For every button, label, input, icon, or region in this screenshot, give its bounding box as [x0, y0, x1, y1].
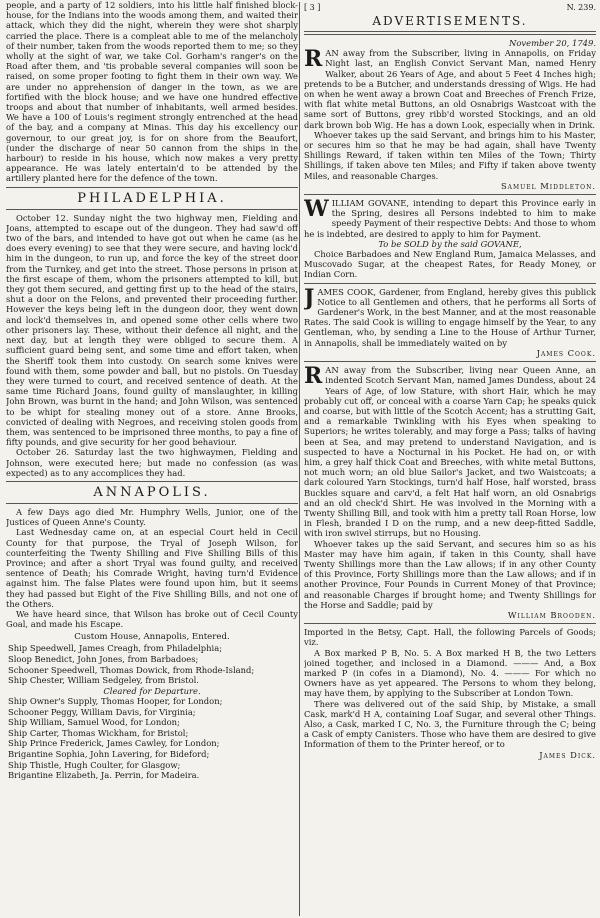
ad1-dateline: November 20, 1749.	[509, 38, 596, 48]
ad5-signature: William Brooden.	[507, 609, 596, 620]
ad1-runaway	[304, 48, 596, 130]
ad3-heading: To be SOLD by the said GOVANE,	[378, 238, 522, 249]
ship-entry: Ship William, Samuel Wood, for London;	[8, 717, 180, 728]
column-divider	[299, 2, 300, 916]
ship-entry: Sloop Benedict, John Jones, from Barbadoes;	[8, 653, 199, 664]
ship-entry: Ship Owner's Supply, Thomas Hooper, for London;	[8, 695, 223, 706]
annapolis-report-1: A few Days ago died Mr. Humphry Wells, Junior, one of the Justices of Queen Anne's County.	[6, 506, 298, 528]
ad-divider	[304, 194, 596, 195]
ad6-signature: James Dick.	[539, 749, 596, 760]
ad2-govane	[304, 198, 596, 239]
ad-divider	[304, 361, 596, 362]
ad5-reward: Whoever takes up the said Servant, and secures him so as his Master may have him again, if taken in this County, shall have Twenty Shillings more than the Law allows; if in any other County of this Province, Forty Shillings more than the Law allows; and if in another Province, Four Pounds in Current Money of that Province; and reasonable Charges if brought home; and Twenty Shillings for the Horse and Saddle; paid by	[304, 538, 596, 610]
ship-entry: Ship Prince Frederick, James Cawley, for London;	[8, 738, 220, 749]
ad2-initial: W	[304, 196, 329, 223]
ship-entry: Schooner Speedwell, Thomas Dowick, from Rhode-Island;	[8, 664, 255, 675]
title-divider	[304, 31, 596, 35]
ship-entry: Ship Thistle, Hugh Coulter, for Glasgow;	[8, 759, 181, 770]
ad3-text: Choice Barbadoes and New England Rum, Jamaica Melasses, and Muscovado Sugar, at the cheapest Rates, for Ready Money, or Indian Corn.	[304, 249, 596, 280]
ad4-initial: J	[304, 284, 315, 311]
ad6-imported: Imported in the Betsy, Capt. Hall, the following Parcels of Goods; viz.	[304, 627, 596, 648]
ad1-reward: Whoever takes up the said Servant, and brings him to his Master, or secures him so that he may be had again, shall have Twenty Shillings Reward, if taken within ten Miles of the Town; Thirty Shillings, if taken above ten Miles; and Fifty if taken above twenty Miles, and reasonable Charges.	[304, 129, 596, 181]
ad5-initial: R	[304, 363, 323, 390]
ad4-signature: James Cook.	[536, 347, 596, 358]
entered-ships-list	[6, 643, 298, 685]
annapolis-report-3: We have heard since, that Wilson has broke out of Cecil County Goal, and made his Escape.	[6, 608, 298, 630]
ad-divider	[304, 623, 596, 624]
cleared-ships-list	[6, 696, 298, 781]
annapolis-report-2: Last Wednesday came on, at an especial Court held in Cecil County for that purpose, the Tryal of Joseph Wilson, for counterfeiting the Twenty Shilling and Five Shilling Bills of this Province; and after a short Tryal was found guilty, and received sentence of Death; his Comrade Wright, having turn'd Evidence against him. The false Plates were found upon him, but it seems they had passed but Eight of the Five Shilling Bills, and not one of the Others.	[6, 527, 298, 609]
philadelphia-report-2: October 26. Saturday last the two highwaymen, Fielding and Johnson, were executed here; but made no confession (as was expected) as to any accomplices they had.	[6, 447, 298, 478]
ship-entry: Brigantine Elizabeth, Ja. Perrin, for Madeira.	[8, 770, 200, 781]
ad1-signature: Samuel Middleton.	[500, 180, 596, 191]
ship-entry: Ship Carter, Thomas Wickham, for Bristol;	[8, 727, 189, 738]
masthead-page: [ 3 ]	[304, 3, 321, 12]
section-divider	[6, 209, 298, 210]
annapolis-heading: ANNAPOLIS.	[93, 484, 211, 500]
ad4-cook	[304, 284, 596, 348]
ad5-runaway	[304, 365, 596, 538]
ad6-casks: There was delivered out of the said Ship, by Mistake, a small Cask, mark'd H A, containing Loaf Sugar, and several other Things. Also, a Cask, marked I C, No. 3, the Furniture through the C; being a Cask of empty Canisters. Those who have them are desired to give Information of them to the Printer hereof, or to	[304, 698, 596, 750]
ad-divider	[304, 283, 596, 284]
ad6-boxes: A Box marked P B, No. 5. A Box marked H B, the two Letters joined together, and inclosed in a Diamond. ——— And, a Box marked P (in cofes in a Diamond), No. 4. ——— For which no Owners have as yet appeared. The Persons to whom they belong, may have them, by applying to the Subscriber at London Town.	[304, 647, 596, 699]
cleared-heading: Cleared for Departure.	[103, 685, 201, 696]
ad2-text: ILLIAM GOVANE, intending to depart this Province early in the Spring, desires all Persons indebted to him to make speedy Payment of their respective Debts: And those to whom he is indebted, are desired to apply to him for Payment.	[304, 198, 596, 239]
ship-entry: Ship Chester, William Sedgeley, from Bristol.	[8, 675, 199, 686]
philadelphia-report-1: October 12. Sunday night the two highway men, Fielding and Joans, attempted to escape out of the dungeon. They had saw'd off two of the bars, and intended to have got out when he came (as he does every evening) to see that they were secure, and having lock'd him in the dungeon, to run up, and force the key of the street door from the Turnkey, and get into the street. Those persons in prison at the first escape of them, whom the prisoners attempted to kill, but they got them secured, and getting first up to the head of the stairs, shut a door on the Felons, and prevented their proceeding further. However the keys being left in the dungeon door, they went down and lock'd themselves in, and opened some other cells where two other prisoners lay. These, without their defence all night, and the next day, but at length they were obliged to secure them. A sufficient guard being sent, and some time and effort taken, when the Sheriff took them into custody. On search some knives were found with them, some powder and ball, but no pistols. On Tuesday they were turned to court, and received sentence of death. At the same time Richard Joans, found guilty of manslaughter, in killing John Brown, was burnt in the hand; and John Wilson, was sentenced to be whipt for stealing money out of a store. Anne Brooks, convicted of dealing with Negroes, and receiving stolen goods from them, was sentenced to be imprisoned three months, to pay a fine of fifty pounds, and give security for her good behaviour.	[6, 212, 298, 448]
right-column	[304, 0, 596, 918]
ship-entry: Ship Speedwell, James Creagh, from Philadelphia;	[8, 643, 223, 654]
left-column	[6, 0, 298, 918]
ad4-text: AMES COOK, Gardener, from England, hereby gives this publick Notice to all Gentlemen and others, that he performs all Sorts of Gardener's Work, in the best Manner, and at the most reasonable Rates. The said Cook is willing to engage himself by the Year, to any Gentleman, who, by sending a Line to the House of Arthur Turner, in Annapolis, shall be immediately waited on by	[304, 286, 596, 348]
ad1-text: AN away from the Subscriber, living in Annapolis, on Friday Night last, an English Convict Servant Man, named Henry Walker, about 26 Years of Age, and about 5 Feet 4 Inches high; pretends to be a Butcher, and understands dressing of Wigs. He had on when he went away a brown Coat and Breeches of French Frize, with flat white metal Buttons, an old Osnabrigs Wastcoat with the same sort of Buttons, grey ribb'd worsted Stockings, and an old dark brown bob Wig. He has a down Look, especially when in Drink.	[304, 48, 596, 130]
masthead-issue: N. 239.	[566, 3, 596, 12]
advertisements-title: ADVERTISEMENTS.	[372, 14, 528, 28]
ship-entry: Schooner Peggy, William Davis, for Virginia;	[8, 706, 196, 717]
ship-entry: Brigantine Sophia, John Lavering, for Bideford;	[8, 748, 210, 759]
section-divider	[6, 503, 298, 504]
philadelphia-heading: PHILADELPHIA.	[77, 190, 227, 206]
custom-house-heading: Custom House, Annapolis, Entered.	[74, 632, 230, 643]
ad5-text: AN away from the Subscriber, living near Queen Anne, an indented Scotch Servant Man, named James Dundess, about 24 Years of Age, of low Stature, with short Hair, which he may probably cut off, or conceal with a coarse Yarn Cap; he speaks quick and coarse, but with little of the Scotch Accent; has a strutting Gait, and a remarkable Twinkling with his Eyes when speaking to Superiors; he writes tolerably, and may forge a Pass; talks of having been at Sea, and may pretend to understand Navigation, and is suspected to have a Nocturnal in his Pocket. He had on, or with him, a grey half thick Coat and Breeches, with white metal Buttons, not much worn; an old blue Sailor's Jacket, and two Waistcoats; a dark coloured Yarn Stockings, turn'd half Hose, half worsted, brass Buckles square and carv'd, a felt Hat half worn, an old Osnabrigs and an old check'd Shirt. He was involved in the Morning with a Twenty Shilling Bill, and took with him a pretty tall Roan Horse, low in Flesh, branded I D on the rump, and a new deep-fitted Saddle, with iron swivel stirrups, but no Housing.	[304, 365, 596, 539]
opening-paragraph: people, and a party of 12 soldiers, into his little half finished block-house, for the Indians into the woods among them, and waited their attack, which they did the night, wherein they were shot sharply carried the place. There is a compleat able to me of the melancholy of their number, taken from the woods reported them to me; so they wholly at the sight of war, we take Col. Gorham's ranger's on the Road after them, and 'tis probable several companies will soon be raised, on some proper footing to fight them in their own way. We are under no apprehension of danger in the town, as we are fortified with the block house; and we have one hundred effective troops and about that number of inhabitants, well armed besides. We have a 100 of Louis's regiment strongly entrenched at the head of the bay, and a company at Minas. This day his excellency our governour, to our great joy, is for on shore from the Beaufort, (under the discharge of near 50 cannon from the ships in the harbour) to reside in his house, which now makes a very pretty appearance. He was lately entertain'd to be attended by the artillery planted here for the defence of the town.	[6, 0, 298, 184]
section-divider	[6, 481, 298, 482]
section-divider	[6, 187, 298, 188]
masthead	[304, 3, 596, 12]
ad1-initial: R	[304, 46, 323, 73]
